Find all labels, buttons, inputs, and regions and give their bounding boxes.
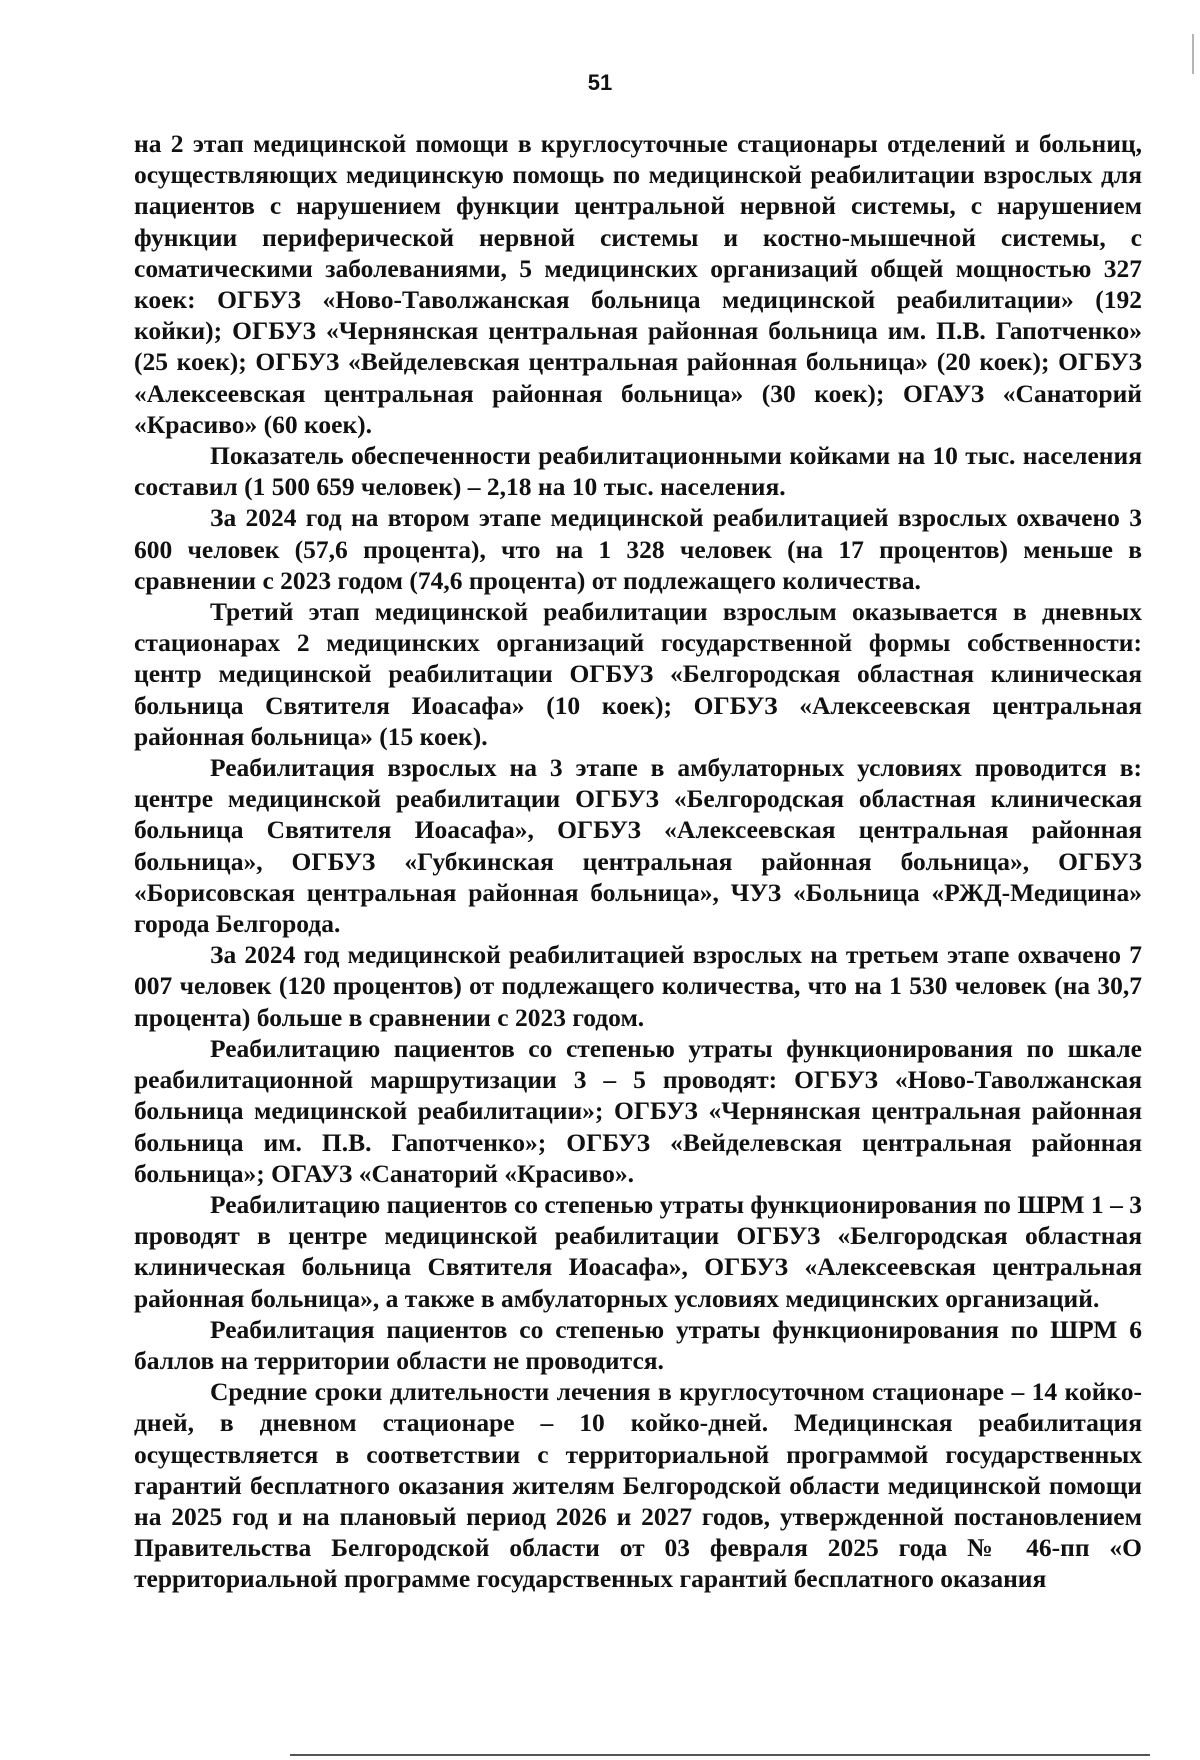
page-number: 51 bbox=[587, 70, 613, 95]
paragraph: Реабилитация взрослых на 3 этапе в амбулаторных условиях проводится в: центре медицинской реабилитации ОГБУЗ «Белгородская областная клиническая больница Святителя Иоасафа», ОГБУЗ «Алексеевская центральная районная больница», ОГБУЗ «Губкинская центральная районная больница», ОГБУЗ «Борисовская центральная районная больница», ЧУЗ «Больница «РЖД-Медицина» города Белгорода. bbox=[134, 753, 1142, 939]
scan-edge-mark bbox=[1192, 34, 1194, 74]
paragraph: Третий этап медицинской реабилитации взрослым оказывается в дневных стационарах 2 медицинских организаций государственной формы собственности: центр медицинской реабилитации ОГБУЗ «Белгородская областная клиническая больница Святителя Иоасафа» (10 коек); ОГБУЗ «Алексеевская центральная районная больница» (15 коек). bbox=[134, 597, 1142, 751]
paragraph: Средние сроки длительности лечения в круглосуточном стационаре – 14 койко-дней, в дневном стационаре – 10 койко-дней. Медицинская реабилитация осуществляется в соответствии с территориальной программой государственных гарантий бесплатного оказания жителям Белгородской области медицинской помощи на 2025 год и на плановый период 2026 и 2027 годов, утвержденной постановлением Правительства Белгородской области от 03 февраля 2025 года № 46-пп «О территориальной программе государственных гарантий бесплатного оказания bbox=[134, 1377, 1142, 1594]
paragraph: За 2024 год медицинской реабилитацией взрослых на третьем этапе охвачено 7 007 человек (120 процентов) от подлежащего количества, что на 1 530 человек (на 30,7 процента) больше в сравнении с 2023 годом. bbox=[134, 940, 1142, 1032]
paragraph: Реабилитация пациентов со степенью утраты функционирования по ШРМ 6 баллов на территории области не проводится. bbox=[134, 1314, 1142, 1375]
document-body bbox=[134, 128, 1142, 1595]
paragraph: Показатель обеспеченности реабилитационными койками на 10 тыс. населения составил (1 500 659 человек) – 2,18 на 10 тыс. населения. bbox=[134, 441, 1142, 502]
bottom-rule-divider bbox=[290, 1754, 1150, 1756]
paragraph: За 2024 год на втором этапе медицинской реабилитацией взрослых охвачено 3 600 человек (57,6 процента), что на 1 328 человек (на 17 процентов) меньше в сравнении с 2023 годом (74,6 процента) от подлежащего количества. bbox=[134, 503, 1142, 595]
paragraph: на 2 этап медицинской помощи в круглосуточные стационары отделений и больниц, осуществляющих медицинскую помощь по медицинской реабилитации взрослых для пациентов с нарушением функции центральной нервной системы, с нарушением функции периферической нервной системы и костно-мышечной системы, с соматическими заболеваниями, 5 медицинских организаций общей мощностью 327 коек: ОГБУЗ «Ново-Таволжанская больница медицинской реабилитации» (192 койки); ОГБУЗ «Чернянская центральная районная больница им. П.В. Гапотченко» (25 коек); ОГБУЗ «Вейделевская центральная районная больница» (20 коек); ОГБУЗ «Алексеевская центральная районная больница» (30 коек); ОГАУЗ «Санаторий «Красиво» (60 коек). bbox=[134, 129, 1142, 439]
paragraph: Реабилитацию пациентов со степенью утраты функционирования по шкале реабилитационной маршрутизации 3 – 5 проводят: ОГБУЗ «Ново-Таволжанская больница медицинской реабилитации»; ОГБУЗ «Чернянская центральная районная больница им. П.В. Гапотченко»; ОГБУЗ «Вейделевская центральная районная больница»; ОГАУЗ «Санаторий «Красиво». bbox=[134, 1033, 1142, 1188]
paragraph: Реабилитацию пациентов со степенью утраты функционирования по ШРМ 1 – 3 проводят в центре медицинской реабилитации ОГБУЗ «Белгородская областная клиническая больница Святителя Иоасафа», ОГБУЗ «Алексеевская центральная районная больница», а также в амбулаторных условиях медицинских организаций. bbox=[134, 1189, 1142, 1313]
